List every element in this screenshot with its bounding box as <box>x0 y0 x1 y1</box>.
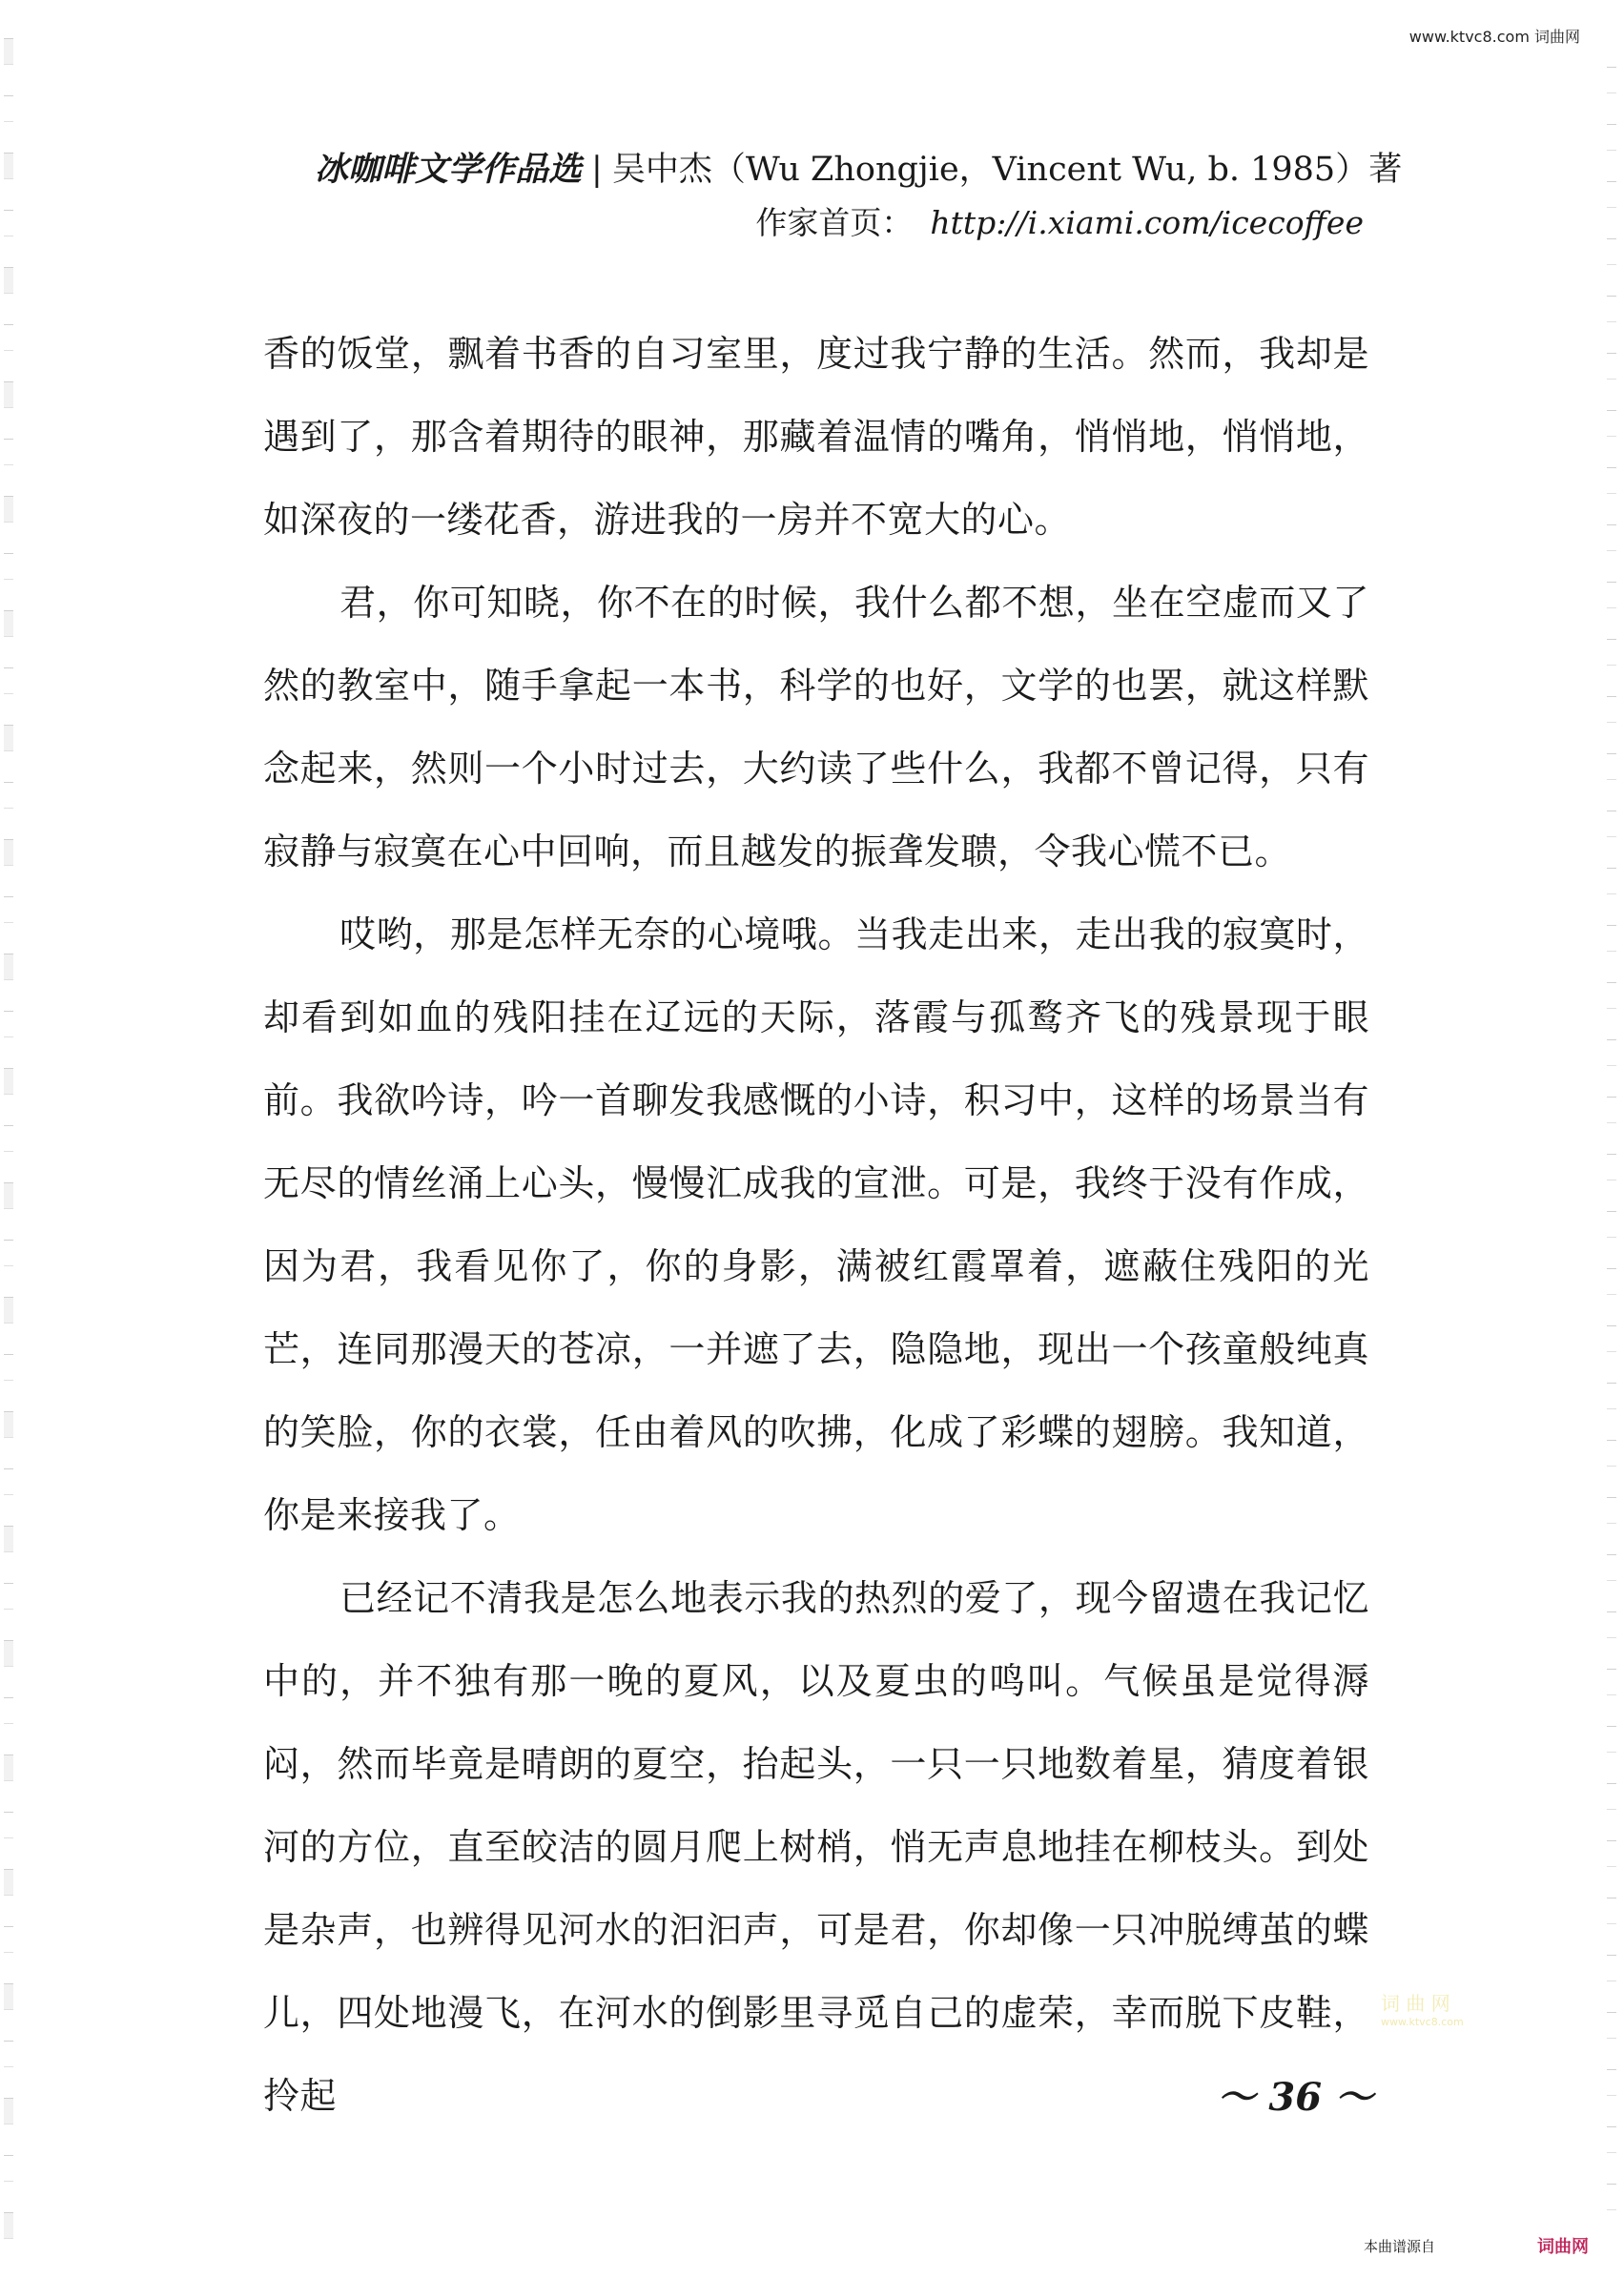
left-margin-strip <box>0 0 21 2278</box>
watermark-url: www.ktvc8.com <box>1381 2016 1464 2028</box>
running-header <box>315 143 1403 250</box>
homepage-label: 作家首页： <box>755 204 914 241</box>
footer-site-logo[interactable]: 词曲网 <box>1537 2237 1589 2257</box>
series-title: 冰咖啡文学作品选 <box>315 150 583 189</box>
paragraph: 君，你可知晓，你不在的时候，我什么都不想，坐在空虚而又了然的教室中，随手拿起一本书，科学的也好，文学的也罢，就这样默念起来，然则一个小时过去，大约读了些什么，我都不曾记得，只有寂静与寂寞在心中回响，而且越发的振聋发聩，令我心慌不已。 <box>263 582 1369 872</box>
watermark-logo <box>1381 1988 1505 2028</box>
paragraph: 已经记不清我是怎么地表示我的热烈的爱了，现今留遗在我记忆中的，并不独有那一晚的夏风，以及夏虫的鸣叫。气候虽是觉得溽闷，然而毕竟是晴朗的夏空，抬起头，一只一只地数着星，猜度着银河的方位，直至皎洁的圆月爬上树梢，悄无声息地挂在柳枝头。到处是杂声，也辨得见河水的汩汩声，可是君，你却像一只冲脱缚茧的蝶儿，四处地漫飞，在河水的倒影里寻觅自己的虚荣，幸而脱下皮鞋，拎起 <box>263 1577 1369 2117</box>
top-site-label: www.ktvc8.com 词曲网 <box>1408 28 1580 46</box>
paragraph: 香的饭堂，飘着书香的自习室里，度过我宁静的生活。然而，我却是遇到了，那含着期待的眼神，那藏着温情的嘴角，悄悄地，悄悄地，如深夜的一缕花香，游进我的一房并不宽大的心。 <box>263 333 1369 541</box>
paragraph: 哎哟，那是怎样无奈的心境哦。当我走出来，走出我的寂寞时，却看到如血的残阳挂在辽远的天际，落霞与孤鹜齐飞的残景现于眼前。我欲吟诗，吟一首聊发我感慨的小诗，积习中，这样的场景当有无尽的情丝涌上心头，慢慢汇成我的宣泄。可是，我终于没有作成，因为君，我看见你了，你的身影，满被红霞罩着，遮蔽住残阳的光芒，连同那漫天的苍凉，一并遮了去，隐隐地，现出一个孩童般纯真的笑脸，你的衣裳，任由着风的吹拂，化成了彩蝶的翅膀。我知道，你是来接我了。 <box>263 913 1369 1536</box>
watermark-text: 词 曲 网 <box>1381 1992 1450 2015</box>
body-text <box>263 313 1369 2138</box>
page-number: ～ 36 ～ <box>1217 2075 1373 2120</box>
header-separator: | <box>591 151 603 189</box>
footer-source-note: 本曲谱源自 <box>1364 2238 1436 2255</box>
author-credit: 吴中杰（Wu Zhongjie，Vincent Wu, b. 1985）著 <box>611 151 1403 189</box>
right-margin-strip <box>1603 0 1624 2278</box>
header-homepage-line <box>315 196 1364 250</box>
homepage-link[interactable]: http://i.xiami.com/icecoffee <box>930 204 1364 241</box>
header-title-line <box>315 143 1403 196</box>
